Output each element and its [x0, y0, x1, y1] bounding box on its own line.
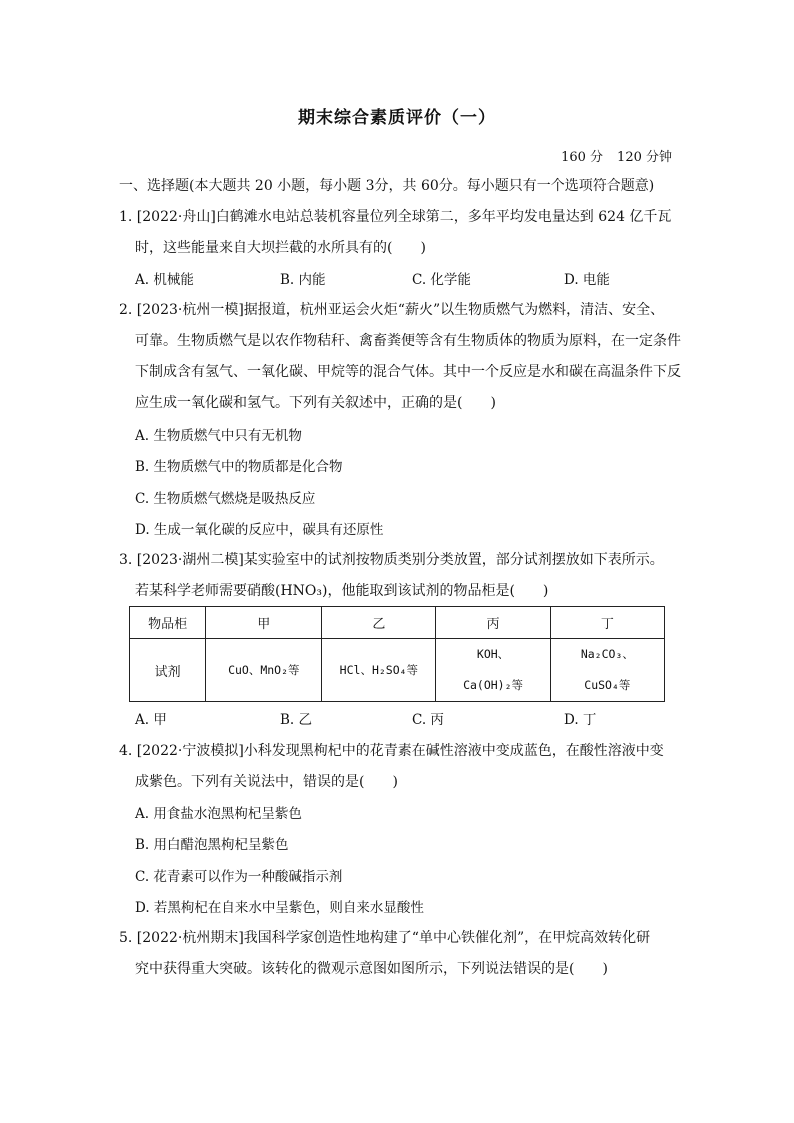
- score-time-info: [561, 146, 672, 165]
- cell-ding-line-2: CuSO₄等: [584, 678, 631, 692]
- q3-option-d: D. 丁: [564, 712, 597, 728]
- page-title: 期末综合素质评价（一）: [298, 108, 496, 128]
- q4-text-line-2: 成紫色。下列有关说法中，错误的是( ): [135, 774, 398, 790]
- header-cell-bing: 丙: [436, 607, 550, 639]
- cell-bing-line-2: Ca(OH)₂等: [463, 678, 524, 692]
- cell-jia: CuO、MnO₂等: [206, 639, 322, 702]
- cell-ding-line-1: Na₂CO₃、: [580, 647, 634, 661]
- q2-option-c: C. 生物质燃气燃烧是吸热反应: [135, 491, 316, 507]
- q1-option-a: A. 机械能: [135, 272, 194, 288]
- total-score: 160 分: [561, 150, 604, 165]
- q5-text-line-1: 5. [2022·杭州期末]我国科学家创造性地构建了“单中心铁催化剂”，在甲烷高效转化研: [119, 930, 651, 946]
- time-limit: 120 分钟: [617, 150, 672, 165]
- cell-yi: HCl、H₂SO₄等: [322, 639, 436, 702]
- header-cell-yi: 乙: [322, 607, 436, 639]
- table-header-row: [130, 607, 665, 639]
- q1-option-d: D. 电能: [564, 272, 610, 288]
- q3-option-c: C. 丙: [412, 712, 444, 728]
- table-row: [130, 639, 665, 702]
- q4-option-a: A. 用食盐水泡黑枸杞呈紫色: [135, 806, 302, 822]
- q5-text-line-2: 究中获得重大突破。该转化的微观示意图如图所示，下列说法错误的是( ): [135, 961, 608, 977]
- q3-text-line-2: 若某科学老师需要硝酸(HNO₃)，他能取到该试剂的物品柜是( ): [135, 583, 549, 599]
- section-heading: 一、选择题(本大题共 20 小题，每小题 3分，共 60分。每小题只有一个选项符合题意): [119, 178, 655, 194]
- q2-option-a: A. 生物质燃气中只有无机物: [135, 428, 302, 444]
- q3-option-a: A. 甲: [135, 712, 167, 728]
- q4-option-d: D. 若黑枸杞在自来水中呈紫色，则自来水显酸性: [135, 900, 424, 916]
- q1-option-c: C. 化学能: [412, 272, 471, 288]
- q2-option-b: B. 生物质燃气中的物质都是化合物: [135, 459, 343, 475]
- q2-text-line-3: 下制成含有氢气、一氧化碳、甲烷等的混合气体。其中一个反应是水和碳在高温条件下反: [135, 364, 681, 380]
- q2-text-line-2: 可靠。生物质燃气是以农作物秸秆、禽畜粪便等含有生物质体的物质为原料，在一定条件: [135, 333, 681, 349]
- header-cell-jia: 甲: [206, 607, 322, 639]
- q1-text-line-1: 1. [2022·舟山]白鹤滩水电站总装机容量位列全球第二，多年平均发电量达到 624 亿千瓦: [119, 209, 672, 225]
- header-cell-cabinet: 物品柜: [130, 607, 206, 639]
- cell-ding: [550, 639, 664, 702]
- q2-text-line-4: 应生成一氧化碳和氢气。下列有关叙述中，正确的是( ): [135, 395, 496, 411]
- q1-option-b: B. 内能: [280, 272, 326, 288]
- q3-text-line-1: 3. [2023·湖州二模]某实验室中的试剂按物质类别分类放置，部分试剂摆放如下表所示。: [119, 552, 664, 568]
- reagent-cabinet-table: [129, 606, 665, 702]
- q3-option-b: B. 乙: [280, 712, 313, 728]
- q2-option-d: D. 生成一氧化碳的反应中，碳具有还原性: [135, 522, 384, 538]
- header-cell-ding: 丁: [550, 607, 664, 639]
- q4-option-c: C. 花青素可以作为一种酸碱指示剂: [135, 869, 343, 885]
- q4-text-line-1: 4. [2022·宁波模拟]小科发现黑枸杞中的花青素在碱性溶液中变成蓝色，在酸性溶液中变: [119, 743, 664, 759]
- q2-text-line-1: 2. [2023·杭州一模]据报道，杭州亚运会火炬“薪火”以生物质燃气为燃料，清洁、安全、: [119, 302, 665, 318]
- q1-text-line-2: 时，这些能量来自大坝拦截的水所具有的( ): [135, 240, 426, 256]
- row-label-reagent: 试剂: [130, 639, 206, 702]
- q4-option-b: B. 用白醋泡黑枸杞呈紫色: [135, 837, 289, 853]
- cell-bing-line-1: KOH、: [476, 647, 510, 661]
- cell-bing: [436, 639, 550, 702]
